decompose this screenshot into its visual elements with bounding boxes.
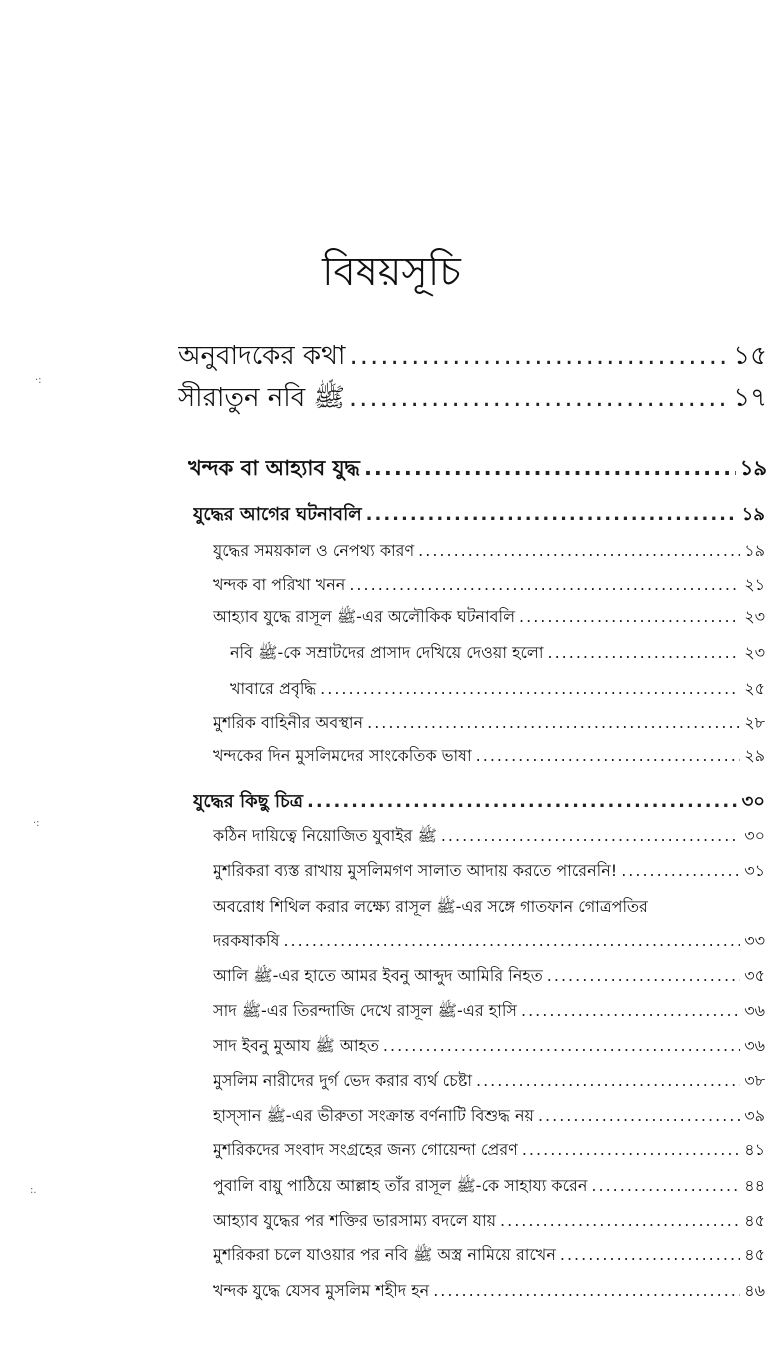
leader-dots <box>349 341 729 371</box>
toc-entry-page: ১৭ <box>733 383 767 413</box>
toc-entry-text: খন্দক বা পরিখা খনন <box>213 575 346 594</box>
toc-entry-page: ২৫ <box>744 679 765 698</box>
toc-entry-page: ১৫ <box>733 341 767 371</box>
toc-entry-text: দরকষাকষি <box>213 931 280 950</box>
toc-entry-text: মুশরিকদের সংবাদ সংগ্রহের জন্য গোয়েন্দা প্রেরণ <box>213 1140 518 1159</box>
toc-entry <box>193 500 765 531</box>
leader-dots <box>433 1281 740 1300</box>
toc-entry-text: সাদ ﷺ-এর তিরন্দাজি দেখে রাসূল ﷺ-এর হাসি <box>213 1001 517 1020</box>
toc-entry-text: মুসলিম নারীদের দুর্গ ভেদ করার ব্যর্থ চেষ্টা <box>213 1071 472 1090</box>
toc-entry-text: আহ্যাব যুদ্ধের পর শক্তির ভারসাম্য বদলে যায় <box>213 1211 497 1230</box>
leader-dots <box>476 1071 740 1090</box>
toc-entry-page: ২৩ <box>744 643 765 662</box>
toc-entry <box>213 1242 765 1269</box>
toc-entry-text: মুশরিক বাহিনীর অবস্থান <box>213 713 364 732</box>
toc-entry <box>213 710 765 737</box>
leader-dots <box>547 966 740 985</box>
leader-dots <box>366 504 738 525</box>
toc-entry <box>213 538 765 565</box>
toc-entry-text: অনুবাদকের কথা <box>178 341 346 371</box>
toc-entry <box>213 1103 765 1130</box>
page-title: বিষয়সূচি <box>322 249 461 295</box>
toc-entry <box>213 572 765 599</box>
toc-entry <box>213 1137 765 1164</box>
toc-entry-text-line: অবরোধ শিথিল করার লক্ষ্যে রাসূল ﷺ-এর সঙ্গে গাতফান গোত্রপতির <box>213 897 648 916</box>
toc-entry-page: ২৮ <box>744 713 765 732</box>
toc-entry-page: ৩৫ <box>744 966 765 985</box>
toc-entry-page: ৪১ <box>744 1140 765 1159</box>
leader-dots <box>591 1176 740 1195</box>
toc-entry <box>213 604 765 631</box>
toc-entry-text: হাস্সান ﷺ-এর ভীরুতা সংক্রান্ত বর্ণনাটি বিশুদ্ধ নয় <box>213 1106 534 1125</box>
leader-dots <box>441 826 740 845</box>
toc-entry <box>230 640 765 667</box>
toc-entry-text: যুদ্ধের আগের ঘটনাবলি <box>193 504 362 525</box>
scan-speck: :. <box>30 1185 37 1196</box>
leader-dots <box>519 607 740 626</box>
toc-entry-text: আহ্যাব যুদ্ধে রাসূল ﷺ-এর অলৌকিক ঘটনাবলি <box>213 607 516 626</box>
leader-dots <box>476 746 741 765</box>
toc-entry-page: ৩০ <box>744 826 765 845</box>
toc-entry-text: নবি ﷺ-কে সম্রাটদের প্রাসাদ দেখিয়ে দেওয়া হলো <box>230 643 544 662</box>
leader-dots <box>307 791 738 812</box>
leader-dots <box>560 1245 740 1264</box>
toc-entry <box>213 1208 765 1235</box>
leader-dots <box>367 713 740 732</box>
toc-entry-text: খন্দক বা আহ্যাব যুদ্ধ <box>188 456 360 480</box>
toc-entry-page: ৪৫ <box>744 1245 765 1264</box>
scan-speck: ·: <box>33 818 40 829</box>
toc-entry-text: সাদ ইবনু মুআয ﷺ আহত <box>213 1036 379 1055</box>
leader-dots <box>383 1036 740 1055</box>
toc-entry-page: ৩৮ <box>744 1071 765 1090</box>
leader-dots <box>349 383 729 413</box>
toc-entry-text: খাবারে প্রবৃদ্ধি <box>230 679 317 698</box>
toc-entry <box>230 676 765 703</box>
leader-dots <box>418 541 740 560</box>
leader-dots <box>349 575 740 594</box>
leader-dots <box>320 679 740 698</box>
scan-speck: ·: <box>35 375 42 386</box>
leader-dots <box>538 1106 740 1125</box>
toc-entry-page: ৪৫ <box>744 1211 765 1230</box>
leader-dots <box>283 931 740 950</box>
toc-entry-text: কঠিন দায়িত্বে নিয়োজিত যুবাইর ﷺ <box>213 826 437 845</box>
toc-entry <box>213 998 765 1025</box>
toc-entry-page: ২১ <box>744 575 765 594</box>
toc-entry-page: ৩৩ <box>744 931 765 950</box>
toc-entry-page: ২৯ <box>744 746 765 765</box>
toc-entry <box>178 377 767 421</box>
toc-entry-page: ১৯ <box>744 541 765 560</box>
toc-entry-text: আলি ﷺ-এর হাতে আমর ইবনু আব্দুদ আমিরি নিহত <box>213 966 543 985</box>
toc-entry-text: খন্দকের দিন মুসলিমদের সাংকেতিক ভাষা <box>213 746 472 765</box>
toc-entry-text: খন্দক যুদ্ধে যেসব মুসলিম শহীদ হন <box>213 1281 430 1300</box>
leader-dots <box>500 1211 740 1230</box>
toc-entry-page: ১৯ <box>741 504 765 525</box>
toc-entry <box>213 928 765 955</box>
toc-entry-page: ৩১ <box>744 861 765 880</box>
toc-entry-page: ৩৯ <box>744 1106 765 1125</box>
toc-entry-page: ৩৬ <box>744 1001 765 1020</box>
toc-entry <box>213 1278 765 1305</box>
toc-entry-page: ৩৬ <box>744 1036 765 1055</box>
leader-dots <box>521 1001 740 1020</box>
leader-dots <box>522 1140 740 1159</box>
toc-entry <box>193 787 765 818</box>
toc-entry <box>213 1068 765 1095</box>
toc-entry-page: ৩০ <box>741 791 765 812</box>
toc-entry-text: সীরাতুন নবি ﷺ <box>178 383 345 413</box>
toc-entry <box>213 1033 765 1060</box>
toc-entry-page: ১৯ <box>739 456 767 480</box>
toc-entry-page: ২৩ <box>744 607 765 626</box>
leader-dots <box>547 643 740 662</box>
toc-entry-text: মুশরিকরা চলে যাওয়ার পর নবি ﷺ অস্ত্র নামিয়ে রাখেন <box>213 1245 556 1264</box>
toc-entry <box>213 1173 765 1200</box>
toc-entry <box>178 335 767 379</box>
toc-entry <box>213 743 765 770</box>
toc-entry-text: পুবালি বায়ু পাঠিয়ে আল্লাহ তাঁর রাসূল ﷺ-কে সাহায্য করেন <box>213 1176 588 1195</box>
toc-entry <box>213 858 765 885</box>
toc-entry <box>213 823 765 850</box>
toc-entry-page: ৪৬ <box>744 1281 765 1300</box>
leader-dots <box>364 456 736 480</box>
leader-dots <box>621 861 740 880</box>
toc-entry <box>188 452 767 487</box>
toc-entry <box>213 963 765 990</box>
toc-entry-text: যুদ্ধের কিছু চিত্র <box>193 791 303 812</box>
toc-entry-page: ৪৪ <box>744 1176 765 1195</box>
toc-entry-text: যুদ্ধের সময়কাল ও নেপথ্য কারণ <box>213 541 415 560</box>
toc-entry-text: মুশরিকরা ব্যস্ত রাখায় মুসলিমগণ সালাত আদায় করতে পারেননি! <box>213 861 618 880</box>
